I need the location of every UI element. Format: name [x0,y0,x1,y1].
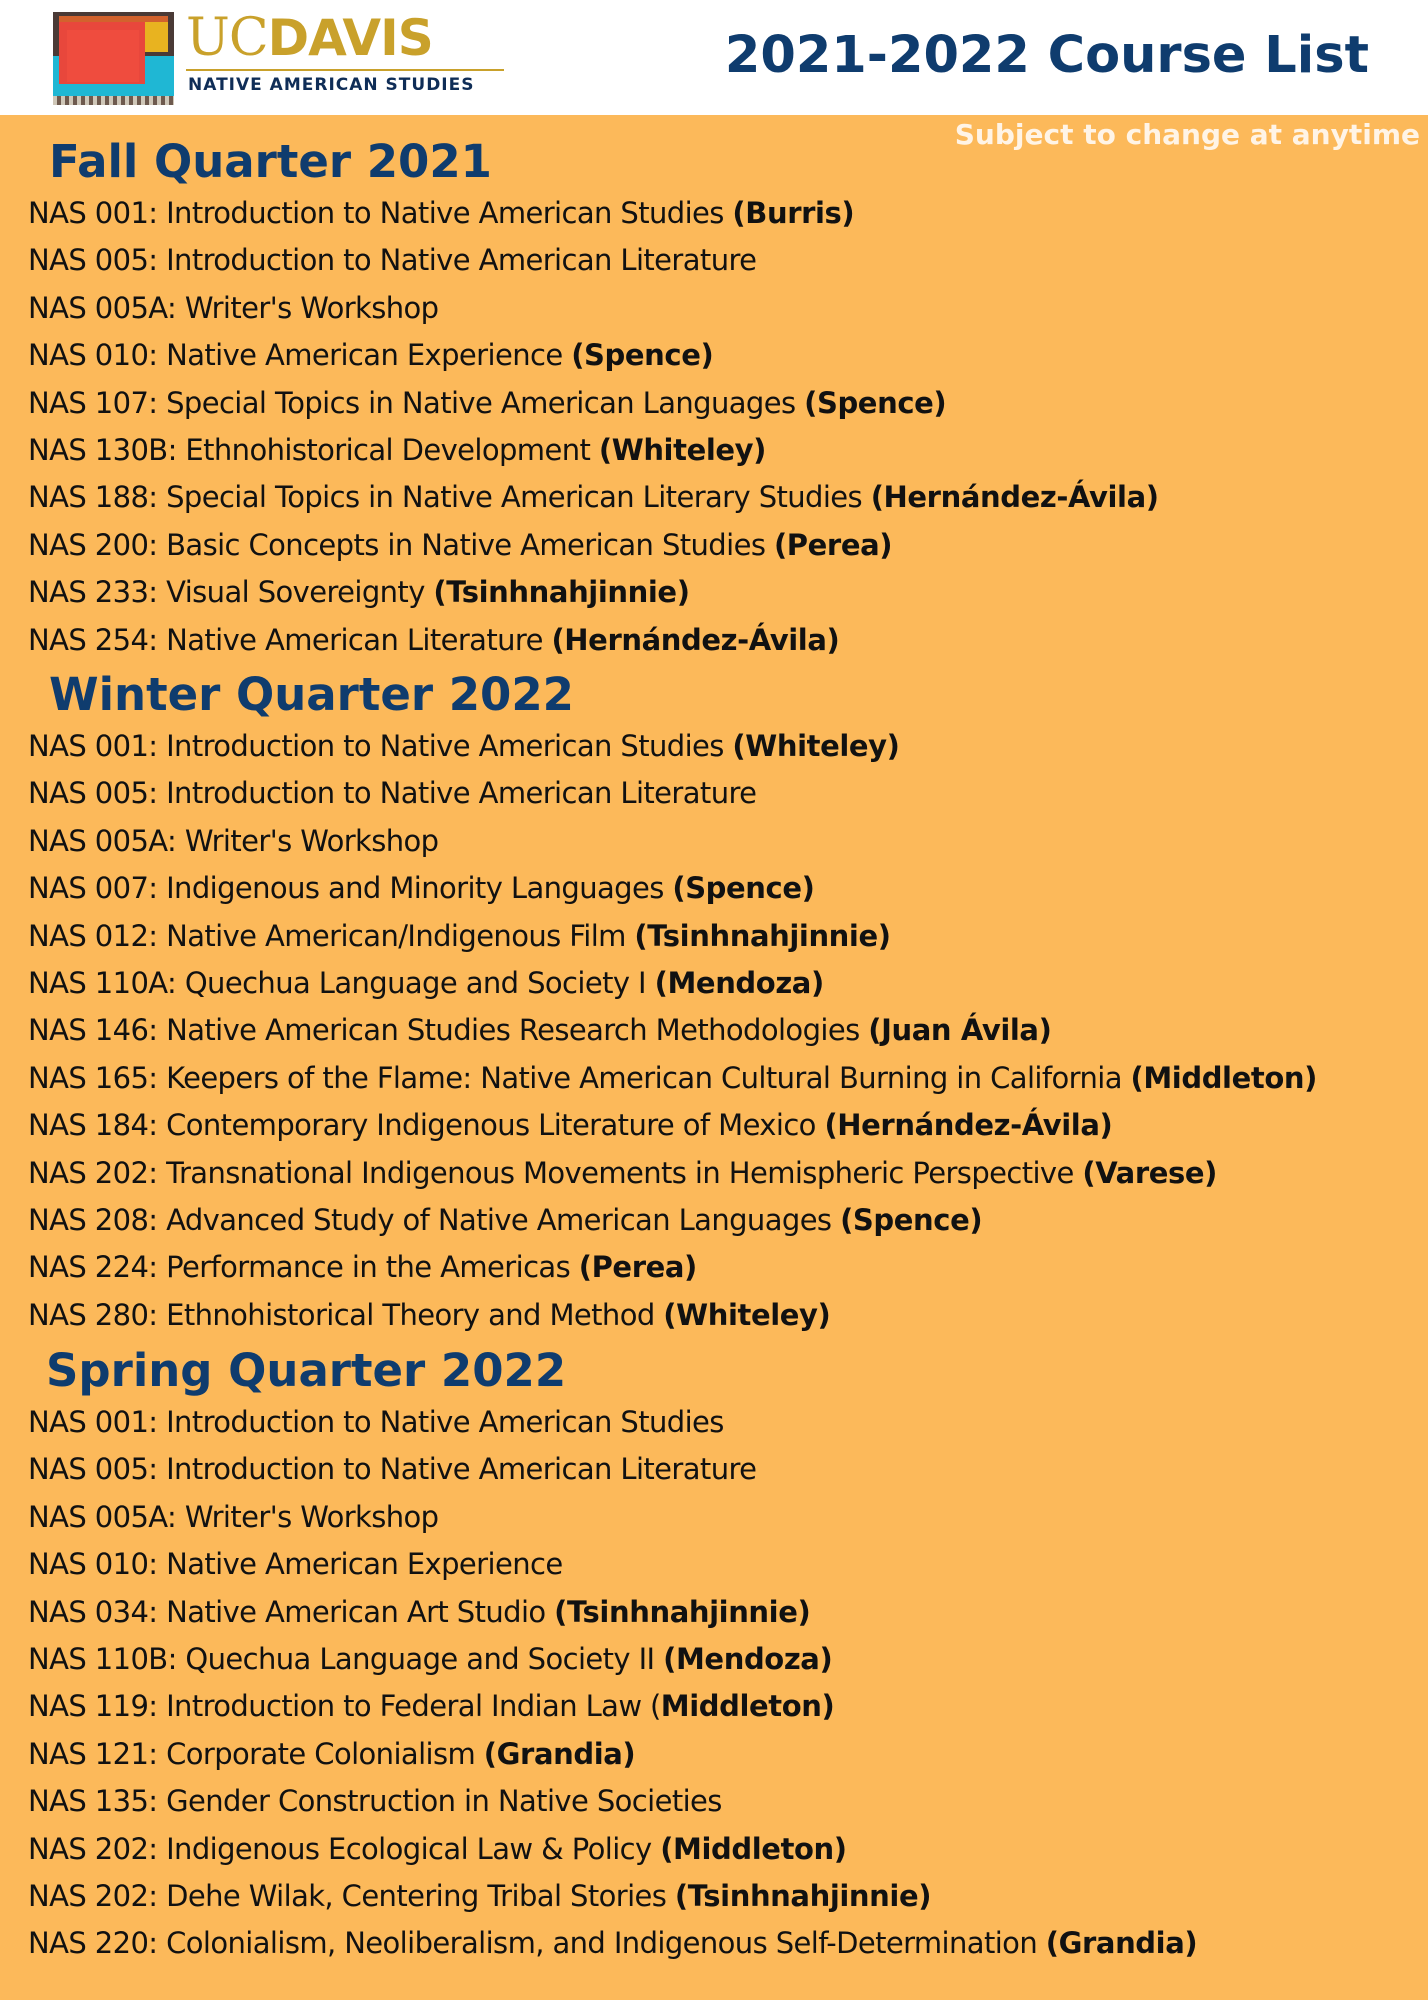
course-item [0,522,1428,569]
course-item [0,1636,1428,1683]
course-title: NAS 200: Basic Concepts in Native American Studies [28,527,774,562]
course-item [0,1055,1428,1102]
course-item [0,960,1428,1007]
course-title: NAS 107: Special Topics in Native American Languages [28,385,805,420]
course-instructor: (Spence) [804,385,947,420]
course-instructor: (Perea) [578,1250,697,1285]
course-item [0,1007,1428,1054]
course-title: NAS 254: Native American Literature [28,622,552,657]
course-item [0,190,1428,237]
course-item [0,380,1428,427]
course-instructor: (Varese) [1082,1155,1218,1190]
course-title: NAS 012: Native American/Indigenous Film [28,918,635,953]
course-item [0,1244,1428,1291]
course-title: NAS 001: Introduction to Native American Studies [28,196,733,230]
course-item [0,1541,1428,1588]
course-title: NAS 110A: Quechua Language and Society I [28,965,655,1000]
course-title: NAS 224: Performance in the Americas [28,1250,579,1285]
course-instructor: (Tsinhnahjinnie) [433,575,690,610]
course-title: NAS 005: Introduction to Native American Literature [28,1452,757,1487]
course-item [0,1102,1428,1149]
course-title: NAS 005A: Writer's Workshop [28,1499,439,1534]
course-instructor: (Tsinhnahjinnie) [674,1878,932,1913]
course-instructor: (Hernández-Ávila) [551,622,840,657]
course-item [0,1292,1428,1339]
disclaimer-text: Subject to change at anytime [954,118,1420,151]
course-title: NAS 202: Indigenous Ecological Law & Policy [28,1831,661,1866]
course-instructor: (Grandia) [1045,1926,1198,1961]
course-instructor: (Middleton) [660,1831,847,1866]
course-title: NAS 010: Native American Experience [28,338,572,373]
course-item [0,1446,1428,1493]
course-title: NAS 146: Native American Studies Research Methodologies [28,1013,869,1048]
course-title: NAS 119: Introduction to Federal Indian Law ( [28,1689,661,1724]
course-title: NAS 165: Keepers of the Flame: Native American Cultural Burning in California [28,1060,1131,1095]
brand-davis: DAVIS [267,9,433,67]
course-instructor: (Hernández-Ávila) [824,1108,1113,1143]
course-instructor: (Whiteley) [598,432,767,467]
course-instructor: (Spence) [571,338,714,373]
brand-divider [186,69,504,71]
course-title: NAS 010: Native American Experience [28,1547,563,1582]
course-instructor: (Whiteley) [732,729,900,763]
course-title: NAS 007: Indigenous and Minority Languages [28,871,673,906]
course-title: NAS 121: Corporate Colonialism [28,1736,484,1771]
course-instructor: (Perea) [773,527,893,562]
course-title: NAS 202: Dehe Wilak, Centering Tribal Stories [28,1878,675,1913]
brand-wordmark [186,10,433,66]
course-title: NAS 220: Colonialism, Neoliberalism, and Indigenous Self-Determination [28,1926,1046,1961]
course-title: NAS 202: Transnational Indigenous Movements in Hemispheric Perspective [28,1155,1083,1190]
course-item [0,617,1428,664]
course-title: NAS 034: Native American Art Studio [28,1594,555,1629]
course-title: NAS 001: Introduction to Native American Studies [28,1405,724,1439]
logo-artwork [53,12,174,105]
course-instructor: (Juan Ávila) [868,1013,1052,1048]
section-spring-2022 [0,1343,1428,1968]
course-item [0,1197,1428,1244]
course-item [0,427,1428,474]
course-instructor: (Whiteley) [663,1297,831,1332]
course-title: NAS 135: Gender Construction in Native Societies [28,1784,722,1819]
course-instructor: (Tsinhnahjinnie) [554,1594,811,1629]
course-item [0,1494,1428,1541]
course-item [0,1589,1428,1636]
course-instructor: (Mendoza) [654,965,824,1000]
course-instructor: (Burris) [732,196,855,230]
brand-subtitle: NATIVE AMERICAN STUDIES [188,75,475,95]
course-instructor: (Mendoza) [663,1641,833,1676]
course-item [0,913,1428,960]
course-item [0,237,1428,284]
course-item [0,1920,1428,1967]
course-item [0,1399,1428,1446]
course-title: NAS 005A: Writer's Workshop [28,290,439,325]
course-list [0,190,1428,664]
header-banner [0,0,1428,115]
course-instructor: (Hernández-Ávila) [870,480,1159,515]
course-instructor: (Tsinhnahjinnie) [634,918,891,953]
course-instructor: (Spence) [840,1202,983,1237]
course-instructor: Middleton) [660,1689,835,1724]
course-item [0,1873,1428,1920]
course-instructor: (Spence) [672,871,815,906]
course-title: NAS 184: Contemporary Indigenous Literature of Mexico [28,1108,825,1143]
course-item [0,569,1428,616]
course-item [0,1731,1428,1778]
course-item [0,818,1428,865]
course-title: NAS 130B: Ethnohistorical Development [28,432,599,467]
course-item [0,1683,1428,1730]
section-heading: Spring Quarter 2022 [46,1344,567,1397]
course-title: NAS 208: Advanced Study of Native American Languages [28,1202,841,1237]
course-item [0,1150,1428,1197]
course-item [0,332,1428,379]
course-item [0,474,1428,521]
section-heading: Winter Quarter 2022 [49,668,574,721]
brand-uc: UC [186,8,268,68]
section-fall-2021 [0,134,1428,664]
page-title: 2021-2022 Course List [724,26,1369,85]
course-title: NAS 280: Ethnohistorical Theory and Method [28,1297,664,1332]
course-title: NAS 188: Special Topics in Native American Literary Studies [28,480,871,515]
course-title: NAS 233: Visual Sovereignty [28,575,434,610]
course-instructor: (Middleton) [1130,1060,1317,1095]
course-item [0,1826,1428,1873]
course-title: NAS 005: Introduction to Native American Literature [28,243,757,278]
course-title: NAS 005: Introduction to Native American Literature [28,776,757,811]
course-list [0,723,1428,1339]
course-item [0,723,1428,770]
course-title: NAS 110B: Quechua Language and Society II [28,1641,664,1676]
course-item [0,865,1428,912]
course-item [0,1778,1428,1825]
section-heading: Fall Quarter 2021 [49,135,492,188]
section-winter-2022 [0,667,1428,1339]
course-item [0,285,1428,332]
course-instructor: (Grandia) [483,1736,636,1771]
course-list [0,1399,1428,1968]
course-item [0,770,1428,817]
course-title: NAS 005A: Writer's Workshop [28,823,439,858]
course-title: NAS 001: Introduction to Native American Studies [28,729,733,763]
